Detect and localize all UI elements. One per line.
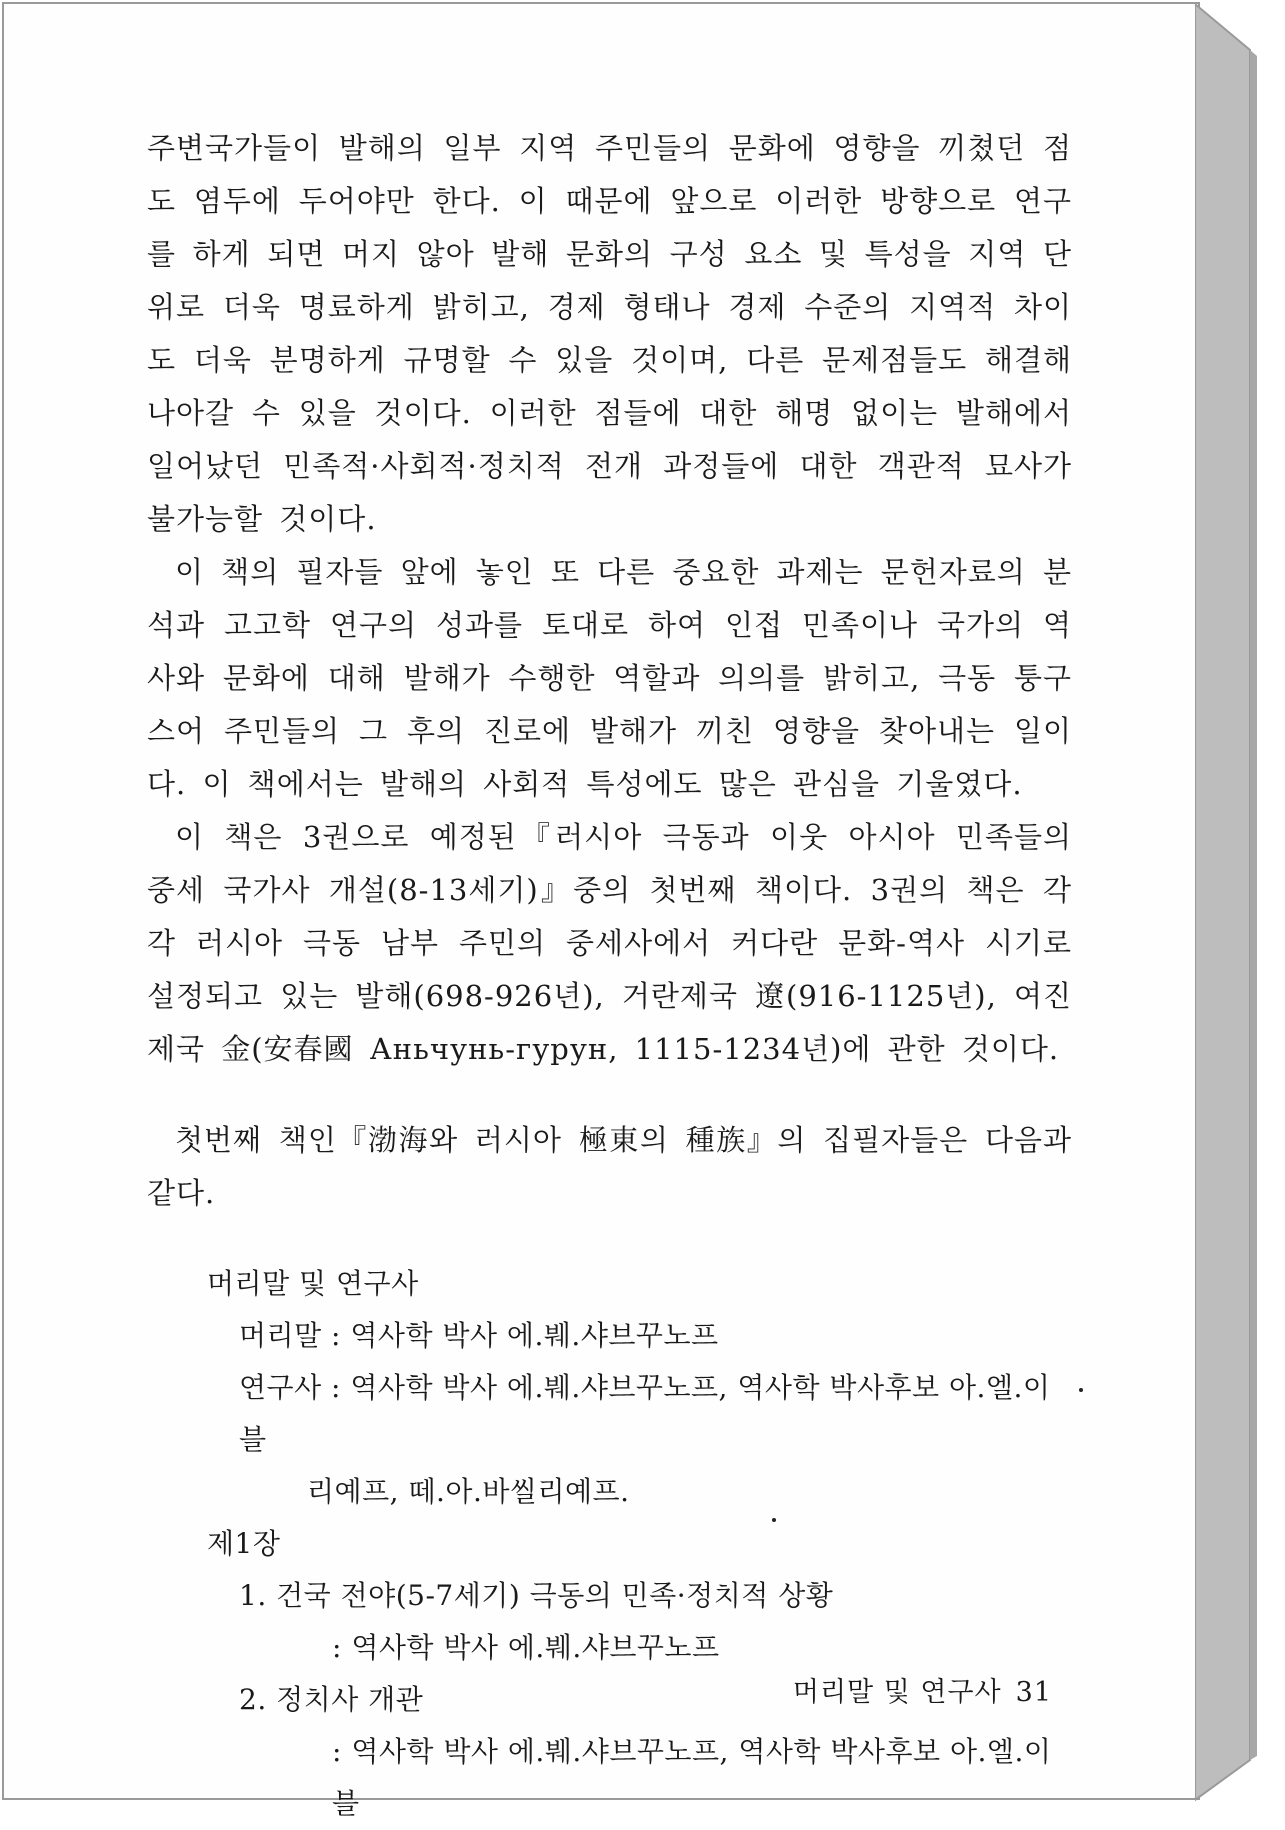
toc-history-line2: 리예프, 떼.아.바씰리예프. — [307, 1475, 630, 1508]
paragraph-3: 이 책은 3권으로 예정된『러시아 극동과 이웃 아시아 민족들의 중세 국가사 개설(8-13세기)』중의 첫번째 책이다. 3권의 책은 각각 러시아 극동 남부 주민의 중세사에서 커다란 문화-역사 시기로 설정되고 있는 발해(698-926년), 거란제국 遼(916-1125년), 여진제국 金(安春國 Аньчунь-гурун, 1115-1234년)에 관한 것이다. — [147, 820, 1072, 1066]
toc-item-2-author: : 역사학 박사 에.붸.샤브꾸노프, 역사학 박사후보 아.엘.이블 — [332, 1735, 1052, 1820]
scan-speck — [1079, 1388, 1083, 1392]
paragraph-1: 주변국가들이 발해의 일부 지역 주민들의 문화에 영향을 끼쳤던 점도 염두에 두어야만 한다. 이 때문에 앞으로 이러한 방향으로 연구를 하게 되면 머지 않아 발해 문화의 구성 요소 및 특성을 지역 단위로 더욱 명료하게 밝히고, 경제 형태나 경제 수준의 지역적 차이도 더욱 분명하게 규명할 수 있을 것이며, 다른 문제점들도 해결해 나아갈 수 있을 것이다. 이러한 점들에 대한 해명 없이는 발해에서 일어났던 민족적·사회적·정치적 전개 과정들에 대한 객관적 묘사가 불가능할 것이다. — [147, 131, 1072, 536]
page-footer — [793, 1670, 1052, 1709]
running-title: 머리말 및 연구사 — [792, 1677, 1002, 1708]
scan-speck — [772, 1518, 776, 1522]
page-body — [147, 122, 1072, 1830]
toc-history-line1: 연구사 : 역사학 박사 에.붸.샤브꾸노프, 역사학 박사후보 아.엘.이블 — [239, 1371, 1051, 1456]
toc-item-2: 2. 정치사 개관 — [239, 1683, 424, 1716]
page-number: 31 — [1015, 1677, 1052, 1708]
page-edge-shadow — [1195, 0, 1285, 1806]
toc-chapter: 제1장 — [207, 1527, 281, 1560]
paragraph-2: 이 책의 필자들 앞에 놓인 또 다른 중요한 과제는 문헌자료의 분석과 고고학 연구의 성과를 토대로 하여 인접 민족이나 국가의 역사와 문화에 대해 발해가 수행한 역할과 의의를 밝히고, 극동 퉁구스어 주민들의 그 후의 진로에 발해가 끼친 영향을 찾아내는 일이다. 이 책에서는 발해의 사회적 특성에도 많은 관심을 기울였다. — [147, 555, 1072, 801]
toc-preface: 머리말 : 역사학 박사 에.붸.샤브꾸노프 — [239, 1319, 719, 1352]
authors-list — [147, 1258, 1072, 1830]
toc-section-title: 머리말 및 연구사 — [207, 1267, 419, 1300]
toc-item-1-author: : 역사학 박사 에.붸.샤브꾸노프 — [332, 1631, 720, 1664]
paragraph-4: 첫번째 책인『渤海와 러시아 極東의 種族』의 집필자들은 다음과 같다. — [147, 1123, 1072, 1210]
toc-item-1: 1. 건국 전야(5-7세기) 극동의 민족·정치적 상황 — [239, 1579, 834, 1612]
